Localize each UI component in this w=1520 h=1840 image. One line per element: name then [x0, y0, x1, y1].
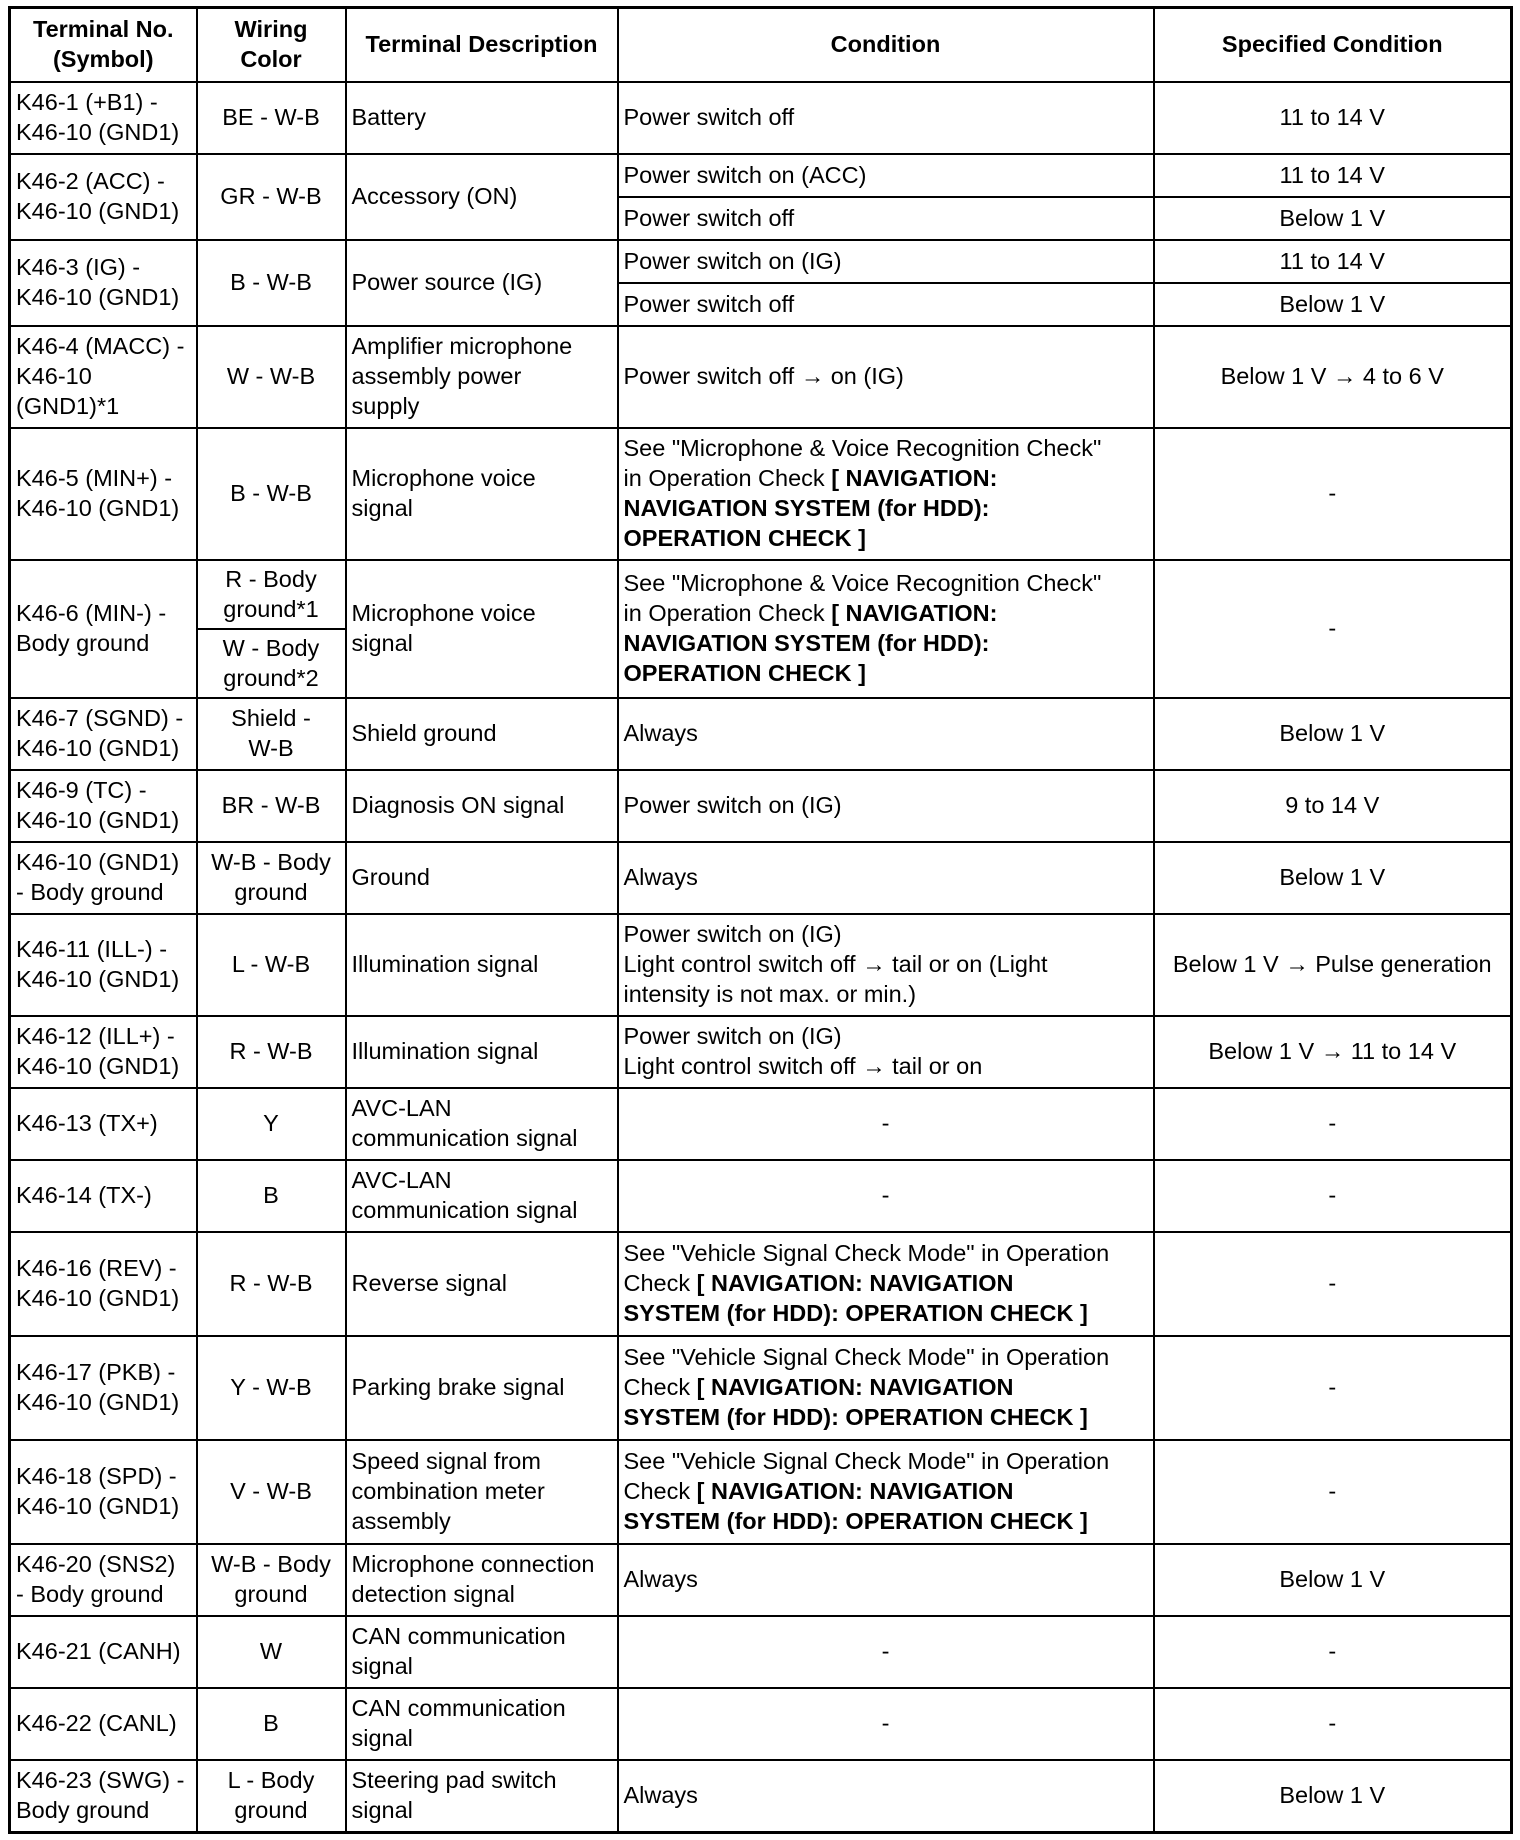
wiring-cell: B - W-B: [197, 240, 346, 326]
navigation-reference-link[interactable]: [ NAVIGATION: NAVIGATION SYSTEM (for HDD): OPERATION CHECK ]: [623, 1374, 1088, 1430]
spec-cell: Below 1 V → 4 to 6 V: [1154, 326, 1512, 428]
table-row: [10, 914, 1512, 1016]
description-cell: Accessory (ON): [346, 154, 618, 240]
table-row: [10, 1088, 1512, 1160]
condition-cell: See "Vehicle Signal Check Mode" in Operation Check [ NAVIGATION: NAVIGATION SYSTEM (for HDD): OPERATION CHECK ]: [618, 1440, 1154, 1544]
spec-cell: Below 1 V: [1154, 1544, 1512, 1616]
condition-cell: Power switch on (IG): [618, 240, 1154, 283]
description-cell: Power source (IG): [346, 240, 618, 326]
condition-cell: Power switch on (ACC): [618, 154, 1154, 197]
condition-cell: -: [618, 1688, 1154, 1760]
condition-cell: Power switch off: [618, 283, 1154, 326]
condition-cell: Always: [618, 1544, 1154, 1616]
terminal-cell: K46-9 (TC) - K46-10 (GND1): [10, 770, 197, 842]
wiring-cell: Y - W-B: [197, 1336, 346, 1440]
spec-cell: -: [1154, 560, 1512, 698]
condition-cell: Power switch off: [618, 82, 1154, 154]
table-row: [10, 82, 1512, 154]
wiring-cell: L - W-B: [197, 914, 346, 1016]
table-header-row: [10, 8, 1512, 83]
terminal-cell: K46-10 (GND1) - Body ground: [10, 842, 197, 914]
table-row: [10, 428, 1512, 560]
table-row: [10, 1544, 1512, 1616]
condition-cell: See "Microphone & Voice Recognition Check" in Operation Check [ NAVIGATION: NAVIGATION SYSTEM (for HDD): OPERATION CHECK ]: [618, 428, 1154, 560]
table-row: [10, 1440, 1512, 1544]
condition-cell: Power switch on (IG) Light control switch off → tail or on: [618, 1016, 1154, 1088]
description-cell: Microphone connection detection signal: [346, 1544, 618, 1616]
spec-cell: 11 to 14 V: [1154, 82, 1512, 154]
spec-cell: -: [1154, 1088, 1512, 1160]
condition-cell: -: [618, 1088, 1154, 1160]
condition-cell: Power switch off → on (IG): [618, 326, 1154, 428]
terminal-cell: K46-4 (MACC) - K46-10 (GND1)*1: [10, 326, 197, 428]
condition-cell: Power switch off: [618, 197, 1154, 240]
terminal-cell: K46-22 (CANL): [10, 1688, 197, 1760]
header-terminal-description: Terminal Description: [346, 8, 618, 83]
terminal-cell: K46-14 (TX-): [10, 1160, 197, 1232]
description-cell: Illumination signal: [346, 1016, 618, 1088]
table-row: [10, 240, 1512, 283]
spec-cell: -: [1154, 1160, 1512, 1232]
wiring-cell: B: [197, 1160, 346, 1232]
wiring-cell: W: [197, 1616, 346, 1688]
spec-cell: 11 to 14 V: [1154, 154, 1512, 197]
condition-cell: Always: [618, 842, 1154, 914]
condition-cell: See "Vehicle Signal Check Mode" in Operation Check [ NAVIGATION: NAVIGATION SYSTEM (for HDD): OPERATION CHECK ]: [618, 1232, 1154, 1336]
table-row: [10, 842, 1512, 914]
description-cell: Illumination signal: [346, 914, 618, 1016]
table-row: [10, 326, 1512, 428]
wiring-cell: Y: [197, 1088, 346, 1160]
spec-cell: -: [1154, 428, 1512, 560]
wiring-cell: B - W-B: [197, 428, 346, 560]
wiring-cell: V - W-B: [197, 1440, 346, 1544]
terminal-cell: K46-3 (IG) - K46-10 (GND1): [10, 240, 197, 326]
navigation-reference-link[interactable]: [ NAVIGATION: NAVIGATION SYSTEM (for HDD): OPERATION CHECK ]: [623, 600, 998, 686]
description-cell: AVC-LAN communication signal: [346, 1088, 618, 1160]
table-row: [10, 560, 1512, 629]
condition-cell: Always: [618, 698, 1154, 770]
wiring-cell: B: [197, 1688, 346, 1760]
terminal-cell: K46-17 (PKB) - K46-10 (GND1): [10, 1336, 197, 1440]
spec-cell: -: [1154, 1232, 1512, 1336]
table-row: [10, 1232, 1512, 1336]
description-cell: Steering pad switch signal: [346, 1760, 618, 1833]
navigation-reference-link[interactable]: [ NAVIGATION: NAVIGATION SYSTEM (for HDD): OPERATION CHECK ]: [623, 1270, 1088, 1326]
condition-cell: See "Microphone & Voice Recognition Check" in Operation Check [ NAVIGATION: NAVIGATION SYSTEM (for HDD): OPERATION CHECK ]: [618, 560, 1154, 698]
spec-cell: -: [1154, 1616, 1512, 1688]
description-cell: CAN communication signal: [346, 1616, 618, 1688]
wiring-cell: GR - W-B: [197, 154, 346, 240]
condition-cell: Always: [618, 1760, 1154, 1833]
header-condition: Condition: [618, 8, 1154, 83]
terminal-cell: K46-1 (+B1) - K46-10 (GND1): [10, 82, 197, 154]
terminal-cell: K46-11 (ILL-) - K46-10 (GND1): [10, 914, 197, 1016]
spec-cell: 9 to 14 V: [1154, 770, 1512, 842]
document-page: [8, 6, 1510, 1834]
header-terminal-no: Terminal No. (Symbol): [10, 8, 197, 83]
description-cell: Microphone voice signal: [346, 560, 618, 698]
description-cell: Parking brake signal: [346, 1336, 618, 1440]
description-cell: Battery: [346, 82, 618, 154]
spec-cell: -: [1154, 1336, 1512, 1440]
spec-cell: -: [1154, 1688, 1512, 1760]
table-row: [10, 1616, 1512, 1688]
spec-cell: Below 1 V → Pulse generation: [1154, 914, 1512, 1016]
wiring-cell: Shield - W-B: [197, 698, 346, 770]
terminal-cell: K46-18 (SPD) - K46-10 (GND1): [10, 1440, 197, 1544]
terminal-cell: K46-13 (TX+): [10, 1088, 197, 1160]
spec-cell: Below 1 V: [1154, 842, 1512, 914]
condition-cell: -: [618, 1616, 1154, 1688]
spec-cell: Below 1 V: [1154, 197, 1512, 240]
terminal-cell: K46-16 (REV) - K46-10 (GND1): [10, 1232, 197, 1336]
terminal-cell: K46-2 (ACC) - K46-10 (GND1): [10, 154, 197, 240]
spec-cell: Below 1 V: [1154, 283, 1512, 326]
header-wiring-color: Wiring Color: [197, 8, 346, 83]
condition-cell: See "Vehicle Signal Check Mode" in Operation Check [ NAVIGATION: NAVIGATION SYSTEM (for HDD): OPERATION CHECK ]: [618, 1336, 1154, 1440]
condition-cell: Power switch on (IG): [618, 770, 1154, 842]
terminal-spec-table: [8, 6, 1513, 1834]
wiring-cell: R - W-B: [197, 1232, 346, 1336]
table-row: [10, 1336, 1512, 1440]
wiring-cell: R - Body ground*1: [197, 560, 346, 629]
spec-cell: Below 1 V: [1154, 698, 1512, 770]
table-row: [10, 1016, 1512, 1088]
terminal-cell: K46-23 (SWG) - Body ground: [10, 1760, 197, 1833]
wiring-cell: BR - W-B: [197, 770, 346, 842]
terminal-cell: K46-7 (SGND) - K46-10 (GND1): [10, 698, 197, 770]
description-cell: Shield ground: [346, 698, 618, 770]
terminal-cell: K46-6 (MIN-) - Body ground: [10, 560, 197, 698]
description-cell: Microphone voice signal: [346, 428, 618, 560]
terminal-cell: K46-5 (MIN+) - K46-10 (GND1): [10, 428, 197, 560]
terminal-cell: K46-21 (CANH): [10, 1616, 197, 1688]
terminal-cell: K46-20 (SNS2) - Body ground: [10, 1544, 197, 1616]
description-cell: AVC-LAN communication signal: [346, 1160, 618, 1232]
table-row: [10, 698, 1512, 770]
condition-cell: -: [618, 1160, 1154, 1232]
spec-cell: Below 1 V: [1154, 1760, 1512, 1833]
description-cell: Amplifier microphone assembly power supply: [346, 326, 618, 428]
description-cell: Speed signal from combination meter assembly: [346, 1440, 618, 1544]
table-row: [10, 1760, 1512, 1833]
description-cell: Ground: [346, 842, 618, 914]
description-cell: Reverse signal: [346, 1232, 618, 1336]
wiring-cell: W-B - Body ground: [197, 842, 346, 914]
table-row: [10, 770, 1512, 842]
table-row: [10, 1160, 1512, 1232]
spec-cell: Below 1 V → 11 to 14 V: [1154, 1016, 1512, 1088]
spec-cell: -: [1154, 1440, 1512, 1544]
header-specified-condition: Specified Condition: [1154, 8, 1512, 83]
terminal-cell: K46-12 (ILL+) - K46-10 (GND1): [10, 1016, 197, 1088]
wiring-cell: W - Body ground*2: [197, 629, 346, 698]
navigation-reference-link[interactable]: [ NAVIGATION: NAVIGATION SYSTEM (for HDD): OPERATION CHECK ]: [623, 465, 998, 551]
description-cell: Diagnosis ON signal: [346, 770, 618, 842]
wiring-cell: L - Body ground: [197, 1760, 346, 1833]
table-row: [10, 154, 1512, 197]
description-cell: CAN communication signal: [346, 1688, 618, 1760]
wiring-cell: BE - W-B: [197, 82, 346, 154]
table-row: [10, 1688, 1512, 1760]
spec-cell: 11 to 14 V: [1154, 240, 1512, 283]
condition-cell: Power switch on (IG) Light control switch off → tail or on (Light intensity is not max. or min.): [618, 914, 1154, 1016]
wiring-cell: R - W-B: [197, 1016, 346, 1088]
navigation-reference-link[interactable]: [ NAVIGATION: NAVIGATION SYSTEM (for HDD): OPERATION CHECK ]: [623, 1478, 1088, 1534]
wiring-cell: W - W-B: [197, 326, 346, 428]
wiring-cell: W-B - Body ground: [197, 1544, 346, 1616]
